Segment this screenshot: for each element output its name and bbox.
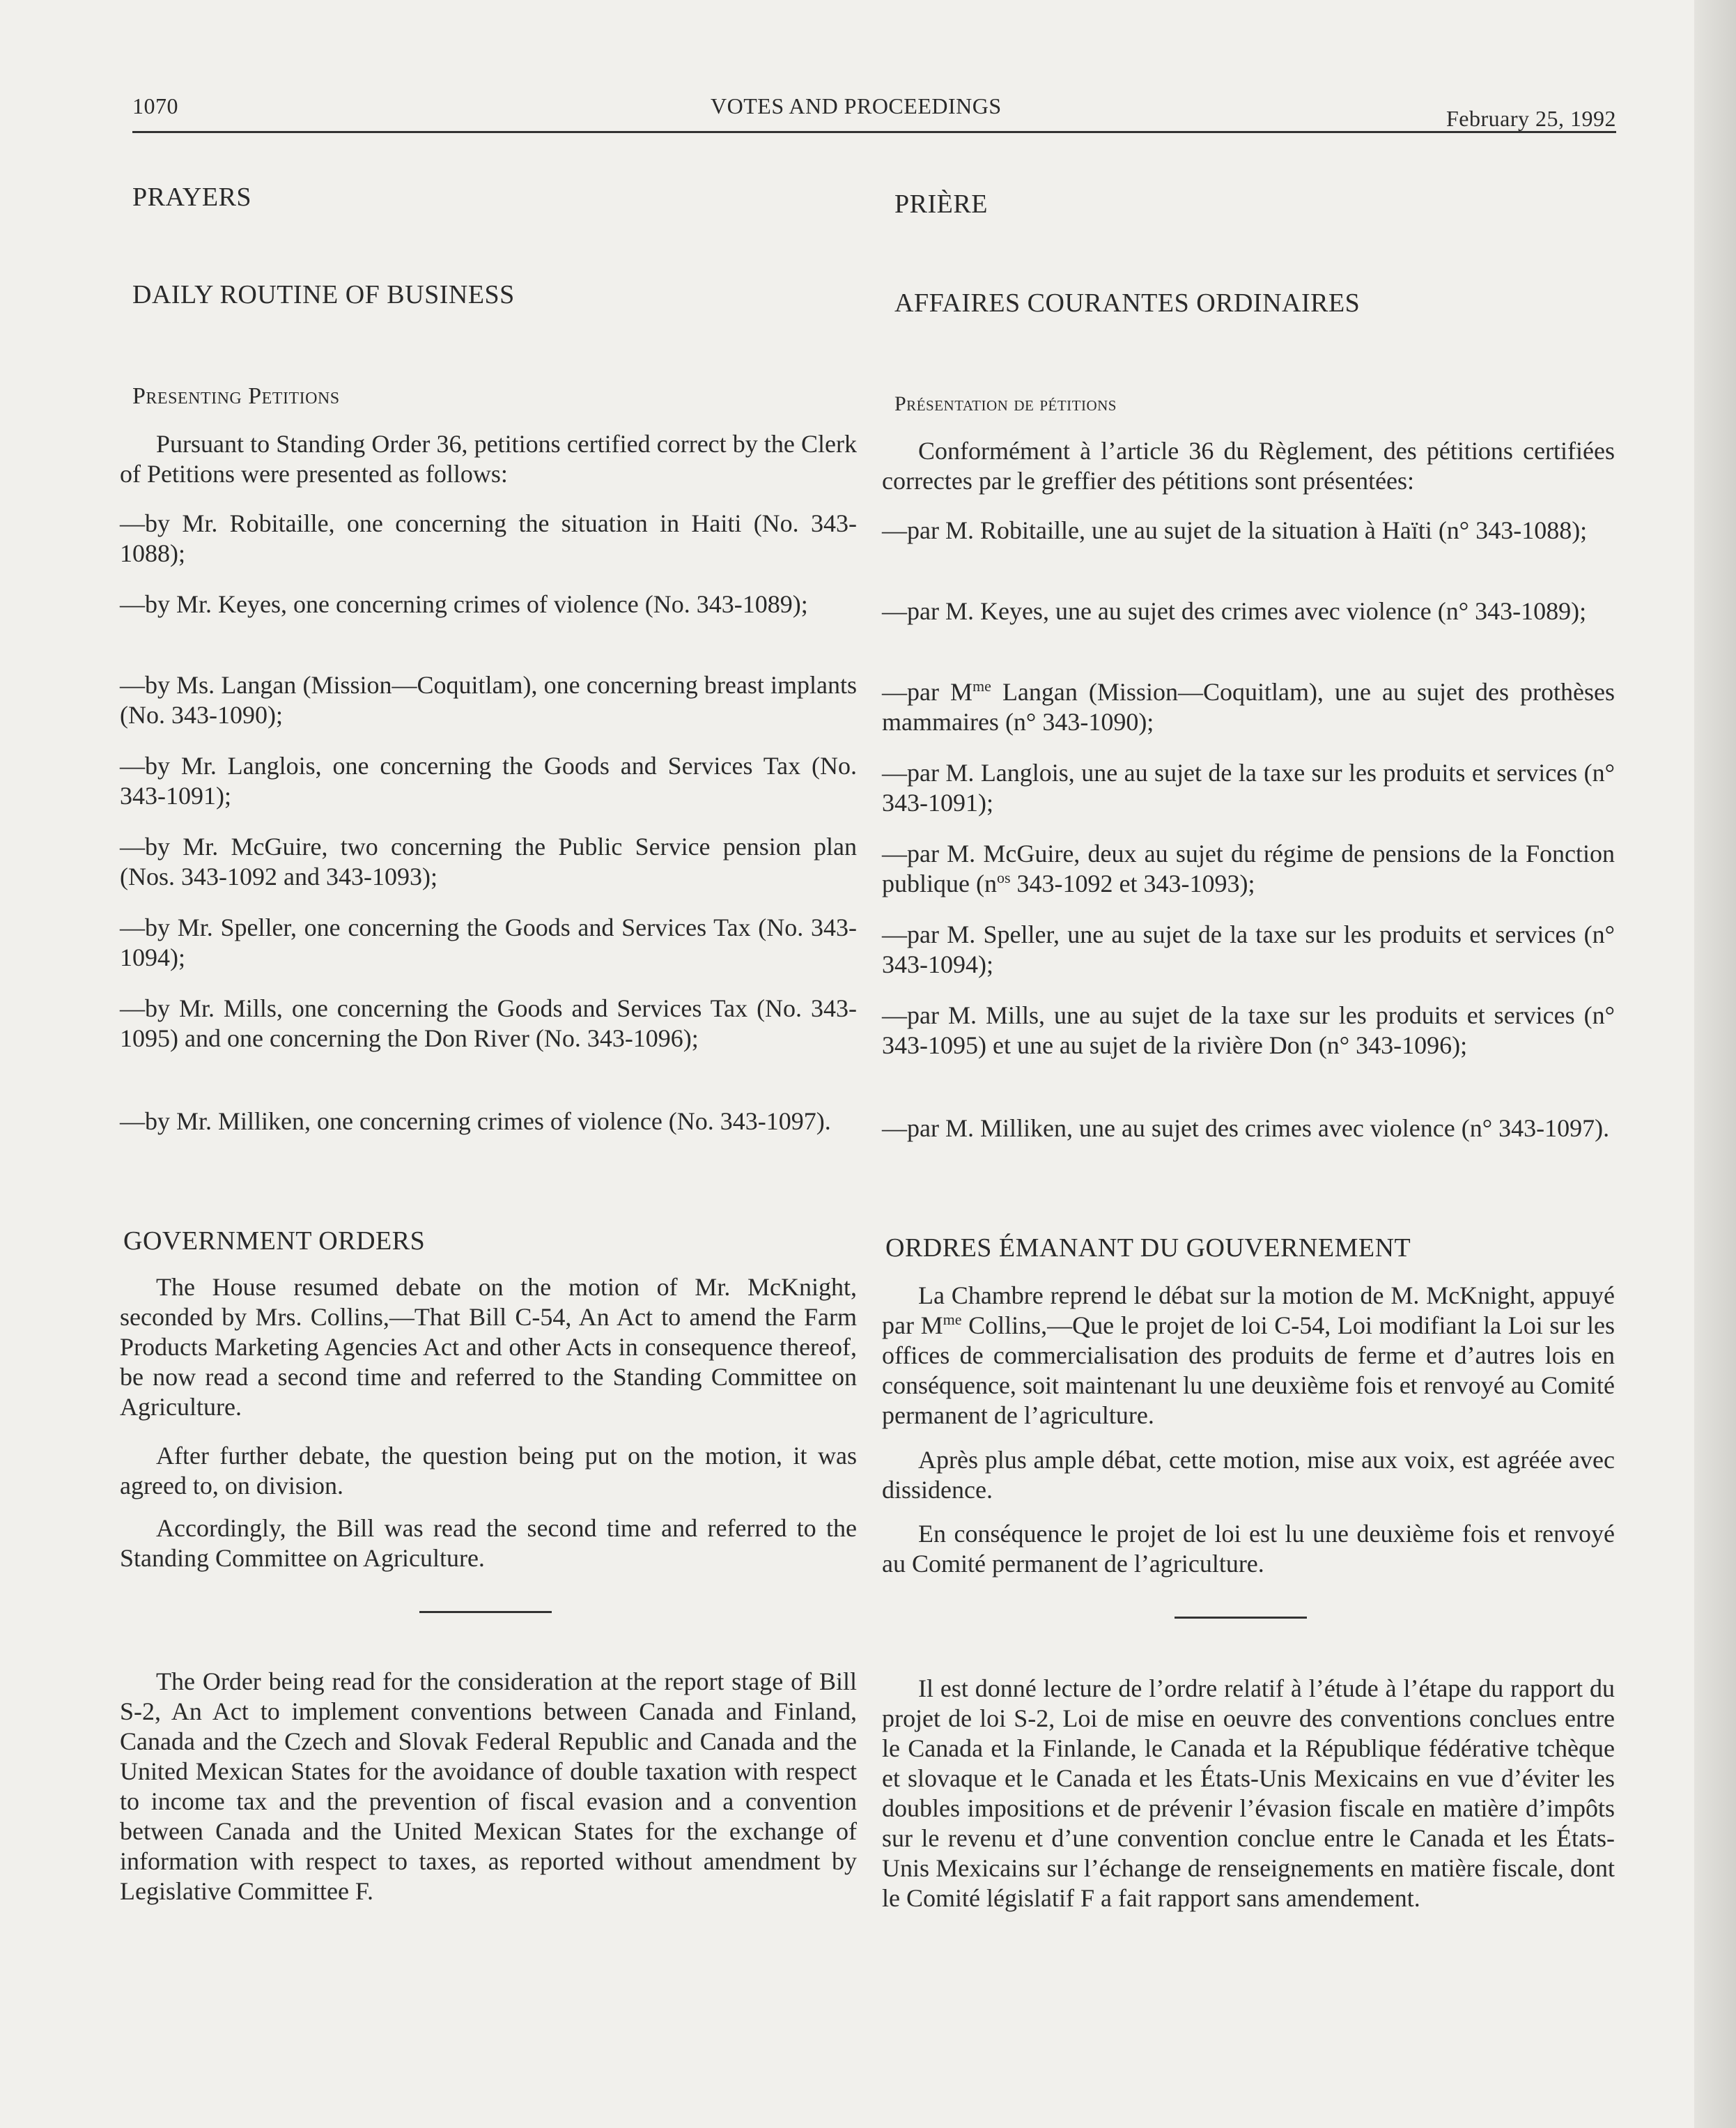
order-paragraph: The Order being read for the consideration at the report stage of Bill S-2, An Act to implement conventions between Canada and Finland, Canada and the Czech and Slovak Federal Republic and Canada and the United Mexican States for the avoidance of double taxation with respect to income tax and the prevention of fiscal evasion and a convention between Canada and the United Mexican States for the exchange of information with respect to taxes, as reported without amendment by Legislative Committee F. <box>120 1667 857 1905</box>
presenting-petitions-heading: Presenting Petitions <box>132 383 340 409</box>
gov-paragraph: The House resumed debate on the motion of Mr. McKnight, seconded by Mrs. Collins,—That Bill C-54, An Act to amend the Farm Products Marketing Agencies Act and other Acts in consequence thereof, be now read a second time and referred to the Standing Committee on Agriculture. <box>120 1273 857 1421</box>
petition-item: —by Ms. Langan (Mission—Coquitlam), one concerning breast implants (No. 343-1090); <box>120 671 857 729</box>
french-column <box>882 0 1615 2128</box>
petition-item: —by Mr. Langlois, one concerning the Goods and Services Tax (No. 343-1091); <box>120 752 857 810</box>
order-paragraph: Il est donné lecture de l’ordre relatif à l’étude à l’étape du rapport du projet de loi S-2, Loi de mise en oeuvre des conventions conclues entre le Canada et la Finlande, le Canada et la République fédérative tchèque et slovaque et le Canada et les États-Unis Mexicains en vue d’éviter les doubles impositions et de prévenir l’évasion fiscale en matière d’impôts sur le revenu et d’une convention conclue entre le Canada et les États-Unis Mexicains sur l’échange de renseignements en matière fiscale, dont le Comité législatif F a fait rapport sans amendement. <box>882 1674 1615 1912</box>
petitions-intro: Conformément à l’article 36 du Règlement, des pétitions certifiées correctes par le greffier des pétitions sont présentées: <box>882 437 1615 495</box>
petition-item: —by Mr. Keyes, one concerning crimes of violence (No. 343-1089); <box>120 590 808 618</box>
petition-item: —par M. Keyes, une au sujet des crimes avec violence (n° 343-1089); <box>882 597 1587 625</box>
section-divider <box>419 1611 552 1613</box>
petitions-intro: Pursuant to Standing Order 36, petitions certified correct by the Clerk of Petitions were presented as follows: <box>120 430 857 488</box>
page-number: 1070 <box>132 93 178 118</box>
running-title: VOTES AND PROCEEDINGS <box>711 93 1002 118</box>
petition-item: —by Mr. Mills, one concerning the Goods and Services Tax (No. 343-1095) and one concerning the Don River (No. 343-1096); <box>120 994 857 1052</box>
gov-paragraph: La Chambre reprend le débat sur la motion de M. McKnight, appuyé par $M^{me}$ Collins,—Que le projet de loi C-54, Loi modifiant la Loi sur les offices de commercialisation des produits de ferme et d’autres lois en conséquence, soit maintenant lu une deuxième fois et renvoyé au Comité permanent de l’agriculture. <box>882 1281 1615 1429</box>
petition-item: —par M. Robitaille, une au sujet de la situation à Haïti (n° 343-1088); <box>882 516 1588 544</box>
petition-item: —par M. Milliken, une au sujet des crimes avec violence (n° 343-1097). <box>882 1114 1610 1142</box>
government-orders-heading: GOVERNMENT ORDERS <box>123 1226 426 1256</box>
petition-item: —by Mr. Robitaille, one concerning the situation in Haiti (No. 343-1088); <box>120 509 857 567</box>
gov-paragraph: Après plus ample débat, cette motion, mise aux voix, est agréée avec dissidence. <box>882 1446 1615 1504</box>
header-date: February 25, 1992 <box>1446 106 1616 131</box>
gov-paragraph: After further debate, the question being put on the motion, it was agreed to, on division. <box>120 1442 857 1499</box>
affaires-heading: AFFAIRES COURANTES ORDINAIRES <box>894 288 1361 318</box>
petition-item: —by Mr. Milliken, one concerning crimes of violence (No. 343-1097). <box>120 1107 831 1135</box>
english-column <box>120 0 857 2128</box>
petition-item: —par M. Speller, une au sujet de la taxe sur les produits et services (n° 343-1094); <box>882 920 1615 978</box>
daily-routine-heading: DAILY ROUTINE OF BUSINESS <box>132 280 515 309</box>
petition-item: —par M. McGuire, deux au sujet du régime de pensions de la Fonction publique ($n^{os}$ 343-1092 et 343-1093); <box>882 840 1615 897</box>
gov-paragraph: En conséquence le projet de loi est lu une deuxième fois et renvoyé au Comité permanent de l’agriculture. <box>882 1520 1615 1578</box>
petition-item: —by Mr. Speller, one concerning the Goods and Services Tax (No. 343-1094); <box>120 913 857 971</box>
petition-item: —par M. Langlois, une au sujet de la taxe sur les produits et services (n° 343-1091); <box>882 759 1615 817</box>
ordres-heading: ORDRES ÉMANANT DU GOUVERNEMENT <box>885 1233 1411 1263</box>
gov-paragraph: Accordingly, the Bill was read the second time and referred to the Standing Committee on Agriculture. <box>120 1514 857 1572</box>
page-edge <box>1694 0 1736 2128</box>
petition-item: —par $M^{me}$ Langan (Mission—Coquitlam), une au sujet des prothèses mammaires (n° 343-1090); <box>882 677 1615 736</box>
petition-item: —by Mr. McGuire, two concerning the Public Service pension plan (Nos. 343-1092 and 343-1093); <box>120 833 857 890</box>
section-divider <box>1175 1617 1307 1619</box>
prayers-heading: PRAYERS <box>132 183 252 212</box>
petition-item: —par M. Mills, une au sujet de la taxe sur les produits et services (n° 343-1095) et une au sujet de la rivière Don (n° 343-1096); <box>882 1001 1615 1059</box>
priere-heading: PRIÈRE <box>894 190 988 219</box>
presentation-petitions-heading: Présentation de pétitions <box>894 392 1117 415</box>
